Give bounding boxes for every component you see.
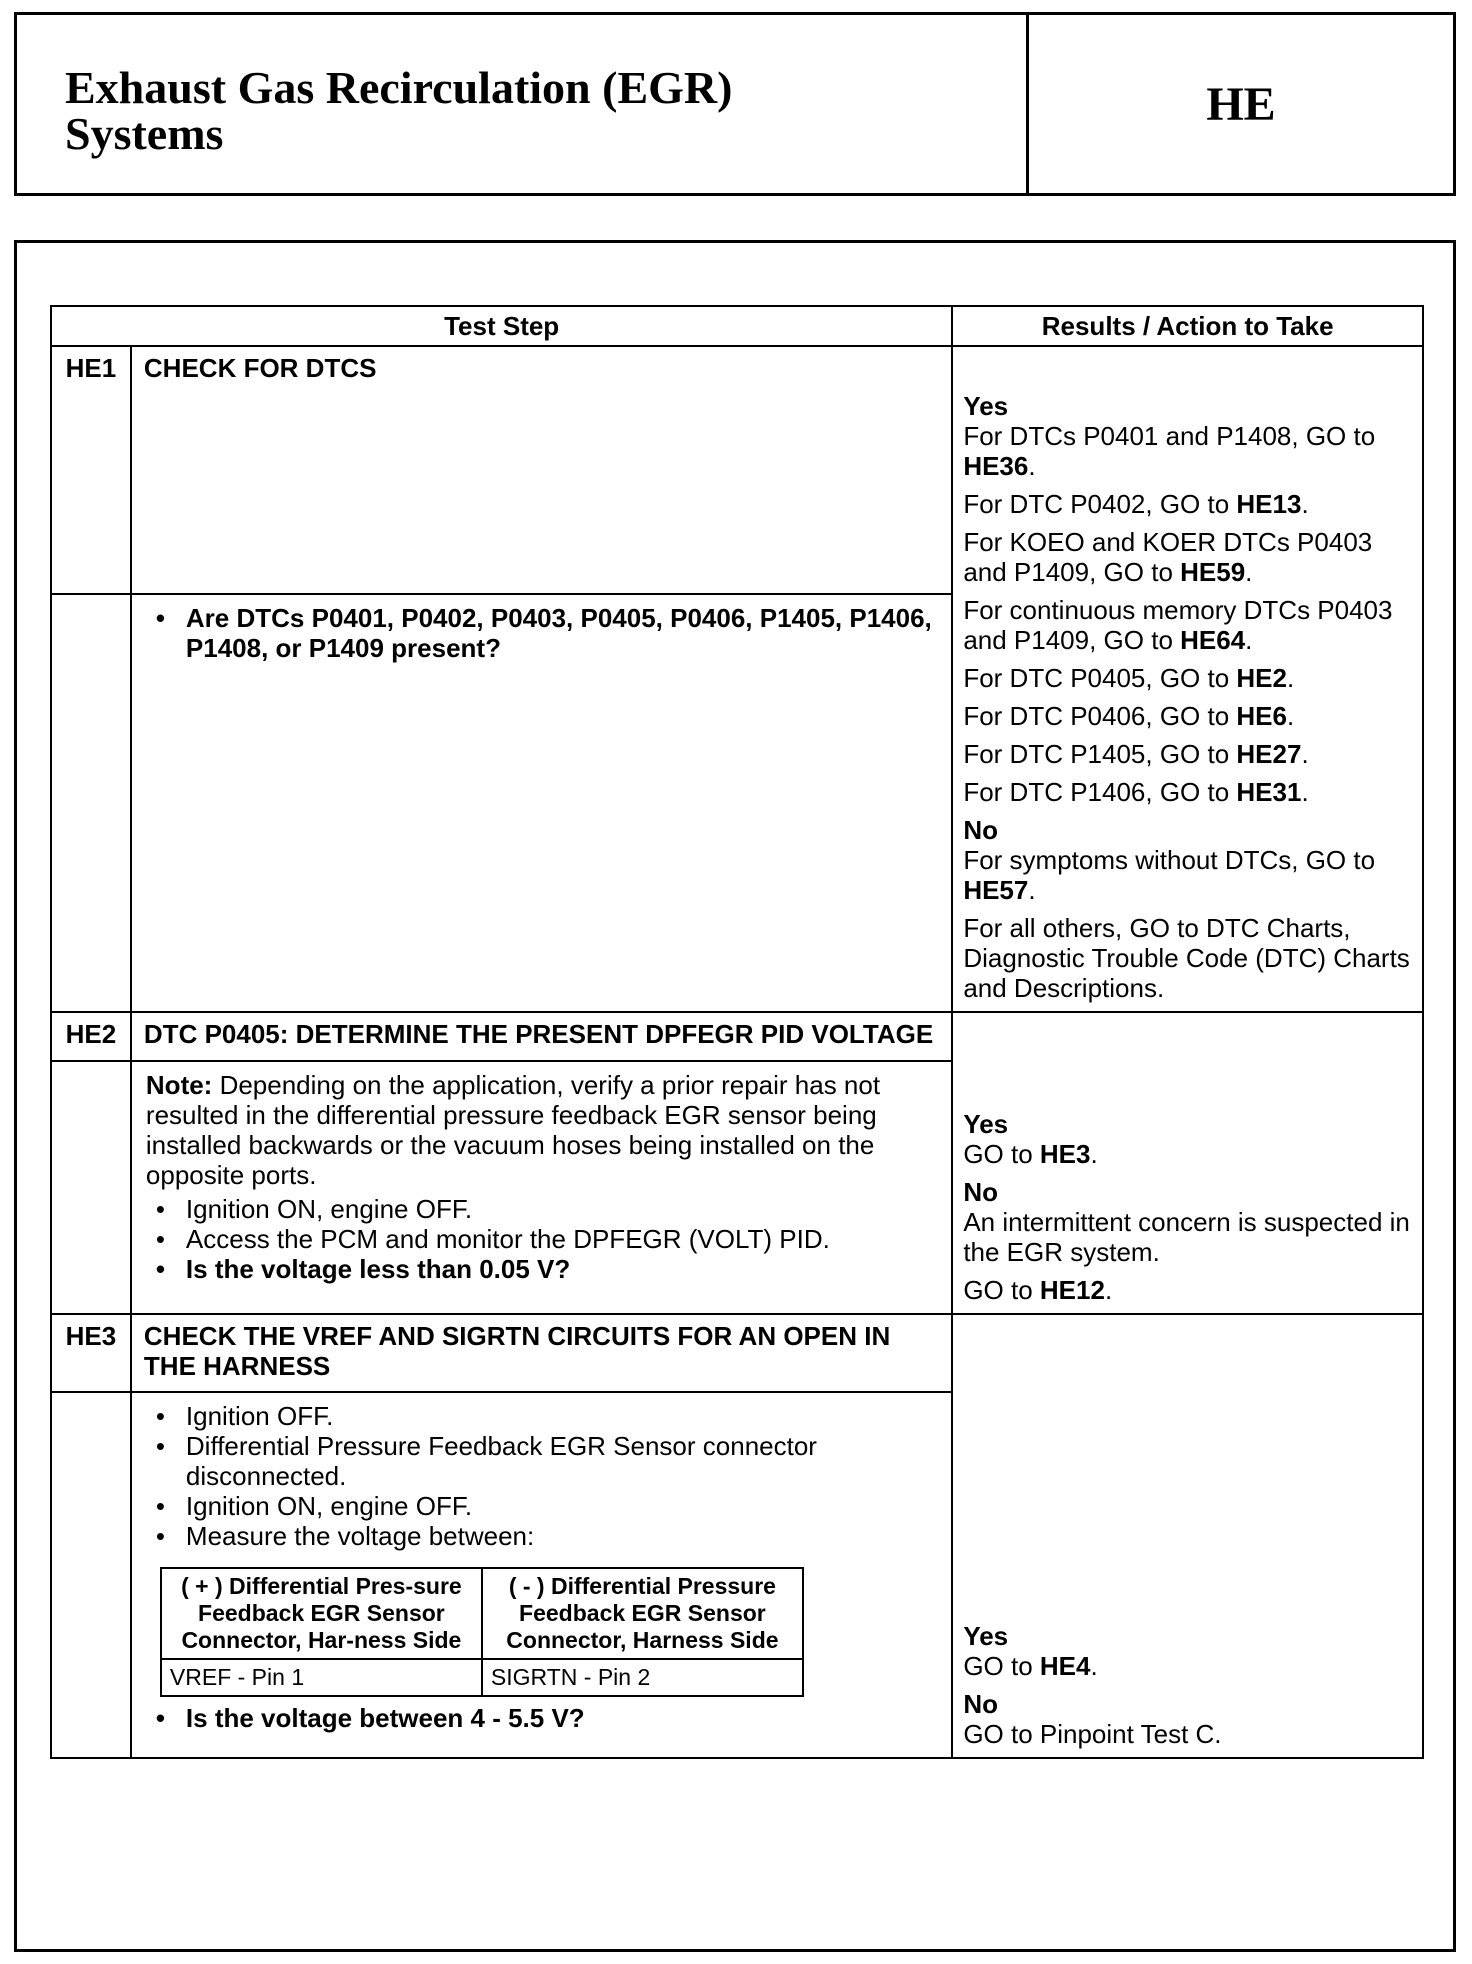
step-ref: HE31 — [1236, 777, 1302, 807]
step-ref: HE59 — [1180, 557, 1246, 587]
step-question: • Is the voltage less than 0.05 V? — [186, 1254, 937, 1284]
step-title: CHECK FOR DTCS — [131, 346, 952, 594]
step-question: • Are DTCs P0401, P0402, P0403, P0405, P0406, P1405, P1406, P1408, or P1409 present? — [186, 603, 937, 663]
result-line: GO to HE3. — [963, 1139, 1098, 1169]
col-header-test-step: Test Step — [51, 306, 952, 346]
step-ref: HE13 — [1236, 489, 1302, 519]
result-line: GO to Pinpoint Test C. — [963, 1719, 1222, 1749]
measurement-value-positive: VREF - Pin 1 — [161, 1659, 482, 1696]
result-line: For DTC P0405, GO to HE2. — [963, 663, 1295, 693]
measurement-value-negative: SIGRTN - Pin 2 — [482, 1659, 803, 1696]
result-line: For DTC P0406, GO to HE6. — [963, 701, 1295, 731]
step-instruction: • Ignition OFF. — [186, 1401, 937, 1431]
step-ref: HE2 — [1236, 663, 1287, 693]
measurement-head-positive: ( + ) Differential Pres-sure Feedback EGR Sensor Connector, Har-ness Side — [161, 1568, 482, 1659]
step-ref: HE36 — [963, 451, 1029, 481]
measurement-table — [160, 1567, 804, 1697]
step-question: • Is the voltage between 4 - 5.5 V? — [186, 1703, 937, 1733]
result-line: For DTC P0402, GO to HE13. — [963, 489, 1309, 519]
step-title: CHECK THE VREF AND SIGRTN CIRCUITS FOR AN OPEN IN THE HARNESS — [131, 1314, 952, 1392]
page-title-line2: Systems — [65, 108, 224, 159]
step-code: HE3 — [51, 1314, 131, 1392]
measurement-value-row — [161, 1659, 803, 1696]
step-results — [952, 346, 1423, 1012]
step-ref: HE6 — [1236, 701, 1287, 731]
step-ref: HE4 — [1039, 1651, 1091, 1681]
step-note: Note: Depending on the application, verify a prior repair has not resulted in the differential pressure feedback EGR sensor being installed backwards or the vacuum hoses being installed on the opposite ports. — [145, 1069, 881, 1190]
page-title — [65, 62, 965, 159]
step-instruction: • Ignition ON, engine OFF. — [186, 1491, 937, 1521]
col-header-results: Results / Action to Take — [952, 306, 1423, 346]
step-body — [131, 594, 952, 1012]
yes-label: Yes — [963, 1621, 1009, 1651]
step-code-spacer — [51, 594, 131, 1012]
table-header-row — [51, 306, 1423, 346]
page-title-line1: Exhaust Gas Recirculation (EGR) — [65, 62, 733, 113]
result-line: For DTC P1406, GO to HE31. — [963, 777, 1309, 807]
result-line: GO to HE4. — [963, 1651, 1098, 1681]
step-results — [952, 1012, 1423, 1314]
step-ref: HE57 — [963, 875, 1029, 905]
step-title-row — [51, 346, 1423, 594]
step-ref: HE27 — [1236, 739, 1302, 769]
step-instruction: • Measure the voltage between: — [186, 1521, 937, 1551]
page-header — [14, 12, 1456, 196]
no-label: No — [963, 1689, 998, 1719]
step-ref: HE12 — [1039, 1275, 1105, 1305]
step-code: HE2 — [51, 1012, 131, 1061]
step-body — [131, 1392, 952, 1758]
step-body — [131, 1061, 952, 1314]
result-line: GO to HE12. — [963, 1275, 1113, 1305]
test-step-table — [50, 305, 1424, 1759]
result-line: For DTCs P0401 and P1408, GO to HE36. — [963, 421, 1376, 481]
step-code-spacer — [51, 1061, 131, 1314]
step-title: DTC P0405: DETERMINE THE PRESENT DPFEGR PID VOLTAGE — [131, 1012, 952, 1061]
no-label: No — [963, 1177, 998, 1207]
result-line: For symptoms without DTCs, GO to HE57. — [963, 845, 1376, 905]
step-code: HE1 — [51, 346, 131, 594]
step-ref: HE64 — [1180, 625, 1246, 655]
result-line: For DTC P1405, GO to HE27. — [963, 739, 1309, 769]
result-line: For KOEO and KOER DTCs P0403 and P1409, GO to HE59. — [963, 527, 1373, 587]
result-line: An intermittent concern is suspected in the EGR system. — [963, 1207, 1410, 1267]
step-code-spacer — [51, 1392, 131, 1758]
result-line: For continuous memory DTCs P0403 and P1409, GO to HE64. — [963, 595, 1393, 655]
step-title-row — [51, 1314, 1423, 1392]
no-label: No — [963, 815, 998, 845]
step-ref: HE3 — [1039, 1139, 1091, 1169]
measurement-head-negative: ( - ) Differential Pressure Feedback EGR Sensor Connector, Harness Side — [482, 1568, 803, 1659]
step-instruction: • Ignition ON, engine OFF. — [186, 1194, 937, 1224]
yes-label: Yes — [963, 391, 1009, 421]
yes-label: Yes — [963, 1109, 1009, 1139]
measurement-header-row — [161, 1568, 803, 1659]
section-code: HE — [1206, 77, 1276, 131]
step-results — [952, 1314, 1423, 1758]
step-title-row — [51, 1012, 1423, 1061]
result-line: For all others, GO to DTC Charts, Diagnostic Trouble Code (DTC) Charts and Descriptions. — [963, 913, 1410, 1003]
step-instruction: • Differential Pressure Feedback EGR Sensor connector disconnected. — [186, 1431, 937, 1491]
step-instruction: • Access the PCM and monitor the DPFEGR (VOLT) PID. — [186, 1224, 937, 1254]
